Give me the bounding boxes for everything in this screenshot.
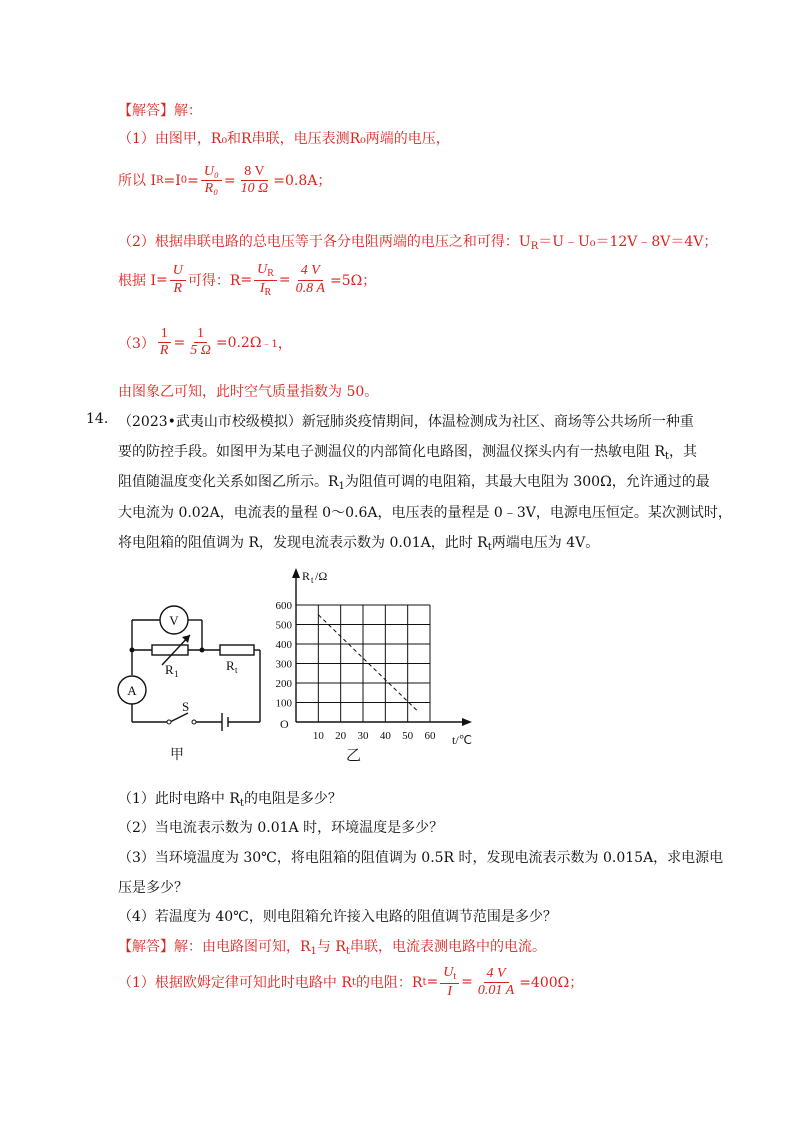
prev-line-5: （3） $\frac{1}{R}$ = $\frac{1}{5 \Omega}$ =0.2Ω ﹣1 ，	[118, 326, 292, 359]
subscript: t	[345, 946, 350, 957]
frac-num: 4 V	[484, 966, 509, 983]
text: 将电阻箱的阻值调为 R，发现电流表示数为 0.01A，此时 R	[118, 535, 488, 551]
text: 串联，电流表测电路中的电流。	[349, 939, 546, 955]
temperature-resistance-chart	[262, 562, 484, 772]
text: 的电阻是多少？	[243, 791, 342, 807]
voltmeter-label: V	[169, 613, 179, 628]
y-tick-label: 300	[275, 658, 292, 671]
y-tick-label: 500	[275, 619, 292, 632]
text: 可得：R	[187, 273, 241, 289]
y-axis-arrow	[292, 568, 300, 578]
x-tick-label: 40	[379, 730, 391, 742]
rt-label: R	[226, 658, 235, 673]
text: 与 R	[316, 939, 346, 955]
prev-line-4: 根据 I = $\frac{U}{R}$ 可得：R = $\frac{U_R}{I_R}$ = $\frac{4 V}{0.8 A}$ =5Ω；	[118, 262, 377, 298]
answer-intro: 解：	[174, 103, 202, 119]
prev-line-2: 所以 I R =I 0 = $\frac{\text{U₀}}{\text{R₀}}$ = $\frac{8 V}{10 \Omega}$ =0.8A；	[118, 164, 332, 197]
r1-resistor	[152, 645, 188, 655]
text: =0.8A；	[273, 172, 332, 189]
sub-question-2: （2）当电流表示数为 0.01A 时，环境温度是多少？	[118, 820, 444, 836]
text: 解：由电路图可知，R	[174, 939, 311, 955]
ammeter-label: A	[127, 683, 137, 698]
fraction	[293, 263, 328, 296]
text: 为阻值可调的电阻箱，其最大电阻为 300Ω，允许通过的最	[344, 474, 710, 490]
fraction	[187, 326, 214, 359]
subscript: 1	[310, 946, 317, 957]
y-axis-label-sub: t	[311, 575, 314, 585]
frac-num: 1	[194, 326, 207, 343]
text: （1）根据欧姆定律可知此时电路中 R	[118, 975, 352, 992]
x-tick-label: 20	[335, 730, 347, 742]
text: 所以 I	[118, 172, 156, 189]
frac-den: I	[259, 280, 265, 296]
answer-label: 【解答】	[118, 103, 174, 119]
prev-line-6: 由图象乙可知，此时空气质量指数为 50。	[118, 384, 379, 400]
frac-num: 8 V	[241, 164, 267, 181]
text: =5Ω；	[329, 273, 377, 289]
superscript: ﹣1	[261, 339, 278, 351]
subscript: t	[487, 542, 492, 553]
x-tick-label: 60	[424, 730, 436, 742]
y-tick-label: 200	[275, 678, 292, 690]
r1-label: R	[165, 662, 174, 677]
answer-block-prev	[118, 100, 202, 120]
fraction	[238, 164, 272, 197]
r1-sub: 1	[174, 669, 179, 679]
text: 两端电压为 4V。	[491, 535, 600, 551]
frac-num: 4 V	[298, 263, 323, 280]
x-axis-arrow	[462, 718, 472, 726]
frac-den: R₀	[204, 181, 219, 197]
y-tick-label: 600	[275, 600, 292, 612]
fraction: $\frac{U_R}{I_R}$	[254, 262, 277, 298]
rt-sub: t	[235, 665, 238, 675]
text: 根据 I	[118, 273, 156, 289]
frac-den: R	[159, 343, 169, 359]
sub-question-3b: 压是多少？	[118, 880, 188, 896]
circuit-diagram	[110, 595, 270, 770]
frac-den: 0.8 A	[295, 280, 325, 296]
subscript: 1	[338, 481, 345, 492]
prev-line-1: （1）由图甲，R₀和R串联，电压表测R₀两端的电压，	[118, 131, 450, 147]
fraction	[201, 164, 222, 197]
chart-caption: 乙	[346, 746, 362, 764]
y-tick-label: 400	[275, 639, 292, 651]
x-tick-label: 10	[312, 730, 324, 742]
frac-den: 0.01 A	[477, 982, 515, 998]
frac-den: 10 Ω	[240, 181, 269, 197]
origin-label: O	[280, 717, 289, 731]
sub-question-3a: （3）当环境温度为 30℃，将电阻箱的阻值调为 0.5R 时，发现电流表示数为 0.015A，求电源电	[118, 850, 724, 866]
frac-num: U	[170, 263, 186, 280]
question-line-3	[118, 471, 710, 492]
frac-num: U	[257, 262, 268, 277]
question-line-2	[118, 441, 697, 462]
frac-num: U	[443, 965, 454, 980]
text: ，	[277, 335, 292, 352]
answer-block-14	[118, 936, 546, 957]
prev-line-3: （2）根据串联电路的总电压等于各分电阻两端的电压之和可得：$U_R=U﹣U_0=12V﹣8V=4V$；	[118, 234, 718, 252]
fraction	[170, 263, 186, 296]
rt-resistor	[220, 645, 254, 655]
frac-den: R	[173, 280, 183, 296]
chart-grid	[296, 605, 430, 722]
frac-den: 5 Ω	[190, 343, 211, 359]
x-tick-label: 30	[357, 730, 369, 742]
chart-ticks	[276, 600, 437, 742]
sub-question-4: （4）若温度为 40℃，则电阻箱允许接入电路的阻值调节范围是多少？	[118, 909, 557, 925]
question-number: 14.	[86, 411, 109, 427]
frac-num: 1	[158, 326, 171, 343]
subscript: t	[351, 976, 356, 988]
text: 的电阻：R	[355, 975, 423, 992]
frac-num: U₀	[201, 164, 222, 181]
y-axis-unit: /Ω	[315, 569, 328, 583]
text: ，其	[669, 444, 698, 460]
y-tick-label: 100	[275, 697, 292, 710]
frac-den: I	[447, 983, 453, 999]
text: （3）	[118, 335, 155, 352]
fraction: $\frac{U_t}{I}$	[440, 965, 459, 1000]
text: （1）此时电路中 R	[118, 791, 240, 807]
text: 要的防控手段。如图甲为某电子测温仪的内部简化电路图，测温仪探头内有一热敏电阻 R	[118, 444, 665, 460]
x-tick-label: 50	[402, 730, 414, 742]
x-axis-label: t/℃	[452, 733, 473, 747]
circuit-caption: 甲	[170, 747, 184, 763]
fraction	[475, 966, 517, 999]
text: =0.2Ω	[215, 334, 262, 351]
subscript: t	[239, 798, 244, 809]
answer-label: 【解答】	[118, 939, 174, 955]
subscript: t	[665, 451, 670, 462]
y-axis-label: R	[302, 569, 311, 583]
text: ＝U﹣U₀＝12V﹣8V＝4V；	[538, 234, 718, 250]
text: （2）根据串联电路的总电压等于各分电阻两端的电压之和可得：U	[118, 234, 531, 250]
text: 阻值随温度变化关系如图乙所示。R	[118, 474, 339, 490]
question-line-1: （2023•武夷山市校级模拟）新冠肺炎疫情期间，体温检测成为社区、商场等公共场所一种重	[118, 414, 694, 430]
switch-label: S	[182, 699, 190, 714]
question-line-5	[118, 532, 599, 553]
answer-line-1: （1）根据欧姆定律可知此时电路中 R t 的电阻：R t = $\frac{U_t}{I}$ = $\frac{4 V}{0.01 A}$ =400Ω；	[118, 965, 584, 999]
fraction	[157, 326, 172, 359]
sub-question-1	[118, 788, 342, 809]
question-line-4: 大电流为 0.02A，电流表的量程 0～0.6A，电压表的量程是 0﹣3V，电源电压恒定。某次测试时，	[118, 505, 732, 521]
text: =400Ω；	[519, 975, 584, 992]
